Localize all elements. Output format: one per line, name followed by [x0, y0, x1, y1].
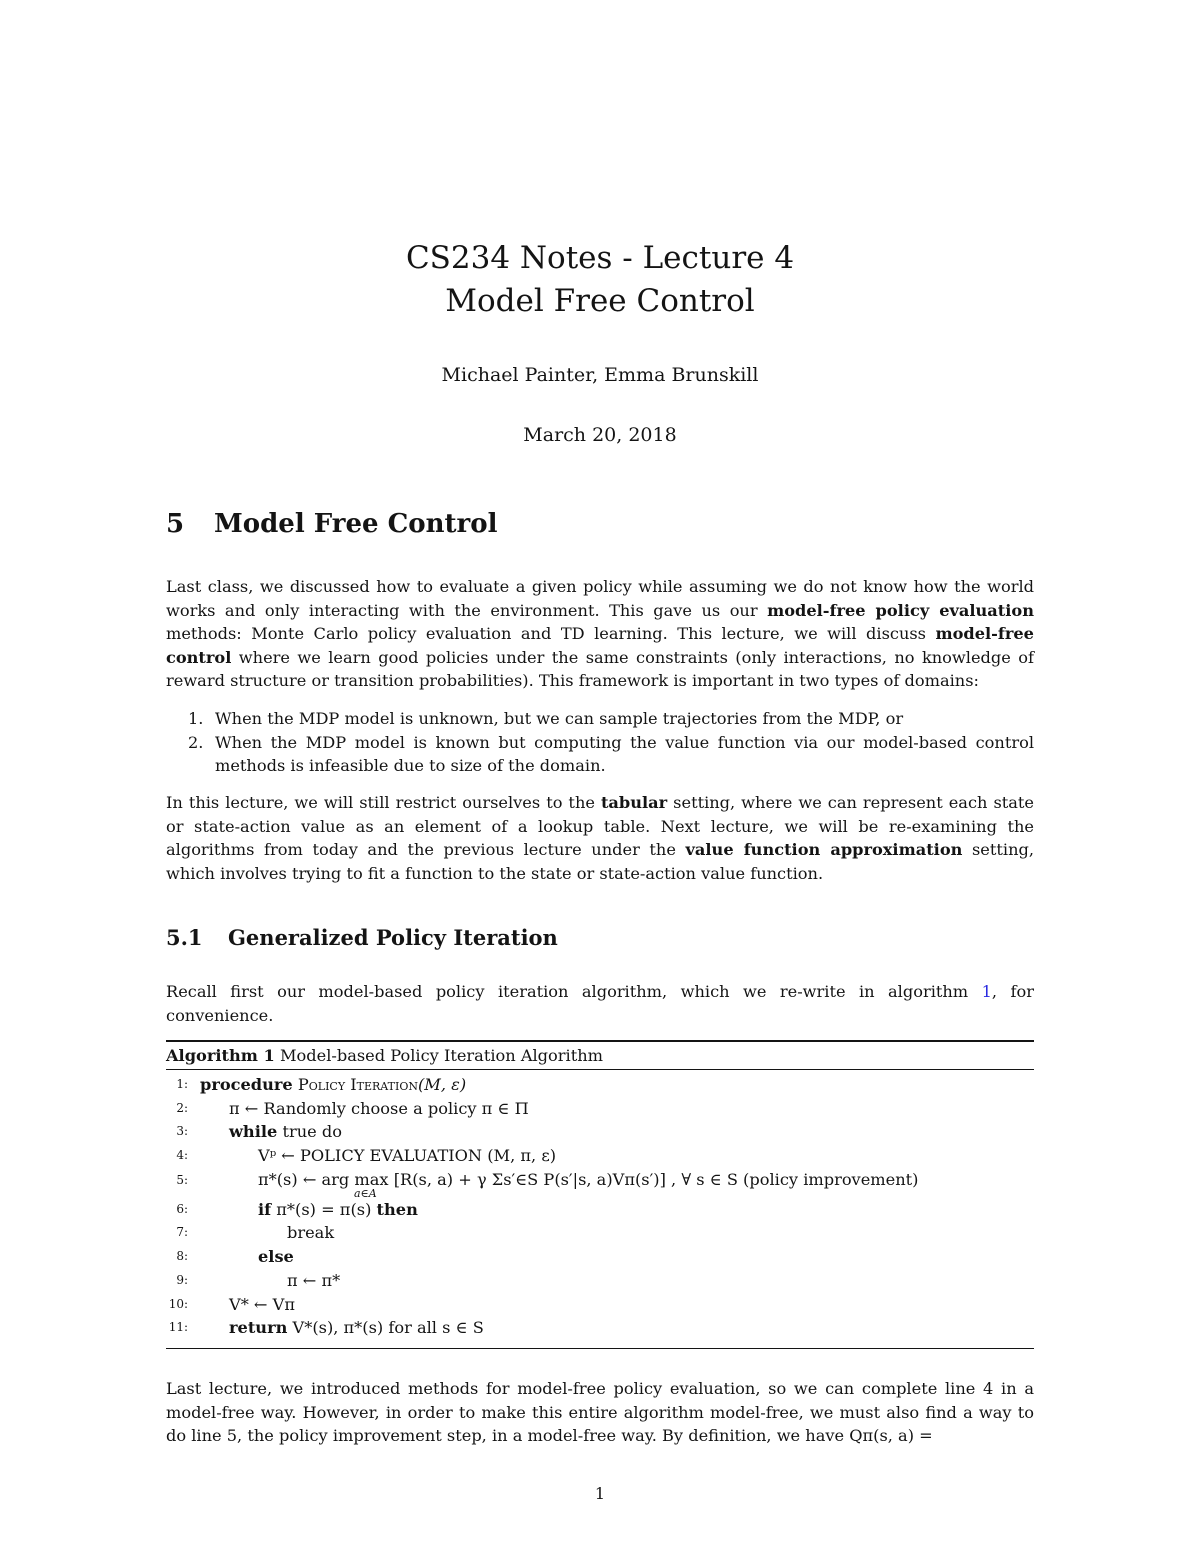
closing-paragraph: Last lecture, we introduced methods for model-free policy evaluation, so we can complete line 4 in a model-free way. However, in order to make this entire algorithm model-free, we must also find a way to do line 5, the policy improvement step, in a model-free way. By definition, we have Qπ(s, a) = — [166, 1379, 1034, 1445]
line-code-rest: V*(s), π*(s) for all s ∈ S — [292, 1318, 484, 1338]
line-number: 8: — [176, 1249, 188, 1264]
date: March 20, 2018 — [523, 424, 677, 446]
intro-text-3: where we learn good policies under the same constraints (only interactions, no knowledge of reward structure or transition probabilities). This framework is important in two types of domains: — [166, 647, 1034, 690]
intro-bold-2: model-free control — [166, 624, 1034, 667]
list-item-text: When the MDP model is known but computing the value function via our model-based control methods is infeasible due to size of the domain. — [215, 732, 1034, 775]
algorithm-line — [166, 1245, 1034, 1269]
algorithm-lines — [166, 1070, 1034, 1348]
line-number: 4: — [176, 1148, 188, 1163]
line-code-rhs: [R(s, a) + γ Σs′∈S P(s′|s, a)Vπ(s′)] , ∀ s ∈ S (policy improvement) — [393, 1169, 919, 1189]
algorithm-line — [166, 1144, 1034, 1168]
intro-text-2: methods: Monte Carlo policy evaluation and TD learning. This lecture, we will discuss — [166, 624, 936, 643]
list-item — [166, 707, 1034, 731]
tabular-bold-1: tabular — [600, 793, 668, 812]
algorithm-caption-text: Model-based Policy Iteration Algorithm — [279, 1046, 603, 1065]
algorithm-line — [166, 1269, 1034, 1293]
subsection-number: 5.1 — [166, 925, 203, 950]
line-number: 5: — [176, 1172, 188, 1187]
domains-list — [166, 707, 1034, 778]
line-code: V* ← Vπ — [229, 1294, 295, 1314]
subsection-heading — [166, 925, 558, 950]
list-number: 2. — [188, 732, 204, 752]
recall-paragraph — [166, 980, 1034, 1027]
tabular-text-1: In this lecture, we will still restrict ourselves to the — [166, 793, 601, 812]
algorithm-line — [166, 1120, 1034, 1144]
algorithm-caption — [166, 1042, 1034, 1069]
algorithm-line — [166, 1293, 1034, 1317]
line-number: 2: — [176, 1100, 188, 1115]
line-code: π ← Randomly choose a policy π ∈ Π — [229, 1098, 529, 1118]
line-code: Vᵖ ← POLICY EVALUATION (M, π, ε) — [258, 1146, 557, 1166]
algorithm-line — [166, 1198, 1034, 1222]
line-number: 3: — [176, 1124, 188, 1139]
line-number: 7: — [176, 1225, 188, 1240]
line-number: 9: — [176, 1272, 188, 1287]
algorithm-line — [166, 1073, 1034, 1097]
recall-text-2: , for convenience. — [166, 982, 1034, 1025]
procedure-args: (M, ε) — [417, 1075, 467, 1094]
line-code-lhs: π*(s) ← arg max — [258, 1169, 389, 1189]
keyword: procedure — [200, 1075, 293, 1094]
line-code — [229, 1120, 342, 1144]
tabular-text-2: setting, where we can represent each state or state-action value as an element of a lookup table. Next lecture, we will be re-examining the algorithms from today and the previous lecture under the — [166, 793, 1034, 859]
keyword: then — [376, 1199, 418, 1219]
intro-paragraph — [166, 575, 1034, 693]
intro-bold-1: model-free policy evaluation — [767, 600, 1034, 620]
keyword: return — [229, 1318, 288, 1338]
recall-text-1: Recall first our model-based policy iteration algorithm, which we re-write in algorithm — [166, 982, 982, 1001]
line-code-condition: π*(s) = π(s) — [276, 1199, 372, 1219]
line-code-rest: true do — [282, 1122, 342, 1142]
section-number: 5 — [166, 509, 185, 539]
line-code: break — [287, 1223, 335, 1243]
subsection-title: Generalized Policy Iteration — [228, 925, 558, 950]
line-code: π ← π* — [287, 1270, 341, 1290]
authors: Michael Painter, Emma Brunskill — [441, 364, 759, 386]
title-line-1: CS234 Notes - Lecture 4 — [405, 240, 795, 276]
algorithm-block — [166, 1040, 1034, 1349]
procedure-name: Policy Iteration — [297, 1075, 418, 1094]
keyword: if — [258, 1199, 272, 1219]
list-item — [166, 731, 1034, 778]
keyword: while — [229, 1122, 278, 1142]
line-code: else — [258, 1247, 294, 1267]
tabular-text-3: setting, which involves trying to fit a function to the state or state-action value function. — [166, 840, 1035, 883]
line-number: 11: — [168, 1320, 188, 1335]
argmax-subscript: a∈A — [354, 1186, 377, 1200]
algorithm-line — [166, 1097, 1034, 1121]
algorithm-line — [166, 1168, 1034, 1198]
algorithm-bottom-rule — [166, 1348, 1034, 1349]
list-number: 1. — [188, 709, 204, 728]
section-heading — [166, 509, 497, 539]
tabular-bold-2: value function approximation — [685, 840, 963, 859]
section-title: Model Free Control — [214, 509, 498, 539]
algorithm-line — [166, 1316, 1034, 1340]
line-number: 6: — [176, 1201, 188, 1216]
line-code — [229, 1316, 484, 1340]
line-number: 10: — [168, 1296, 188, 1311]
line-code — [258, 1198, 418, 1222]
intro-text-1: Last class, we discussed how to evaluate a given policy while assuming we do not know how the world works and only interacting with the environment. This gave us our — [166, 577, 1034, 620]
line-number: 1: — [176, 1077, 188, 1091]
tabular-paragraph — [166, 791, 1034, 885]
algorithm-label: Algorithm 1 — [166, 1046, 275, 1065]
page-number: 1 — [594, 1484, 606, 1503]
algorithm-reference-link[interactable]: 1 — [981, 982, 992, 1001]
list-item-text: When the MDP model is unknown, but we can sample trajectories from the MDP, or — [215, 709, 904, 728]
title-line-2: Model Free Control — [445, 283, 755, 319]
line-code — [200, 1073, 466, 1097]
algorithm-line — [166, 1221, 1034, 1245]
